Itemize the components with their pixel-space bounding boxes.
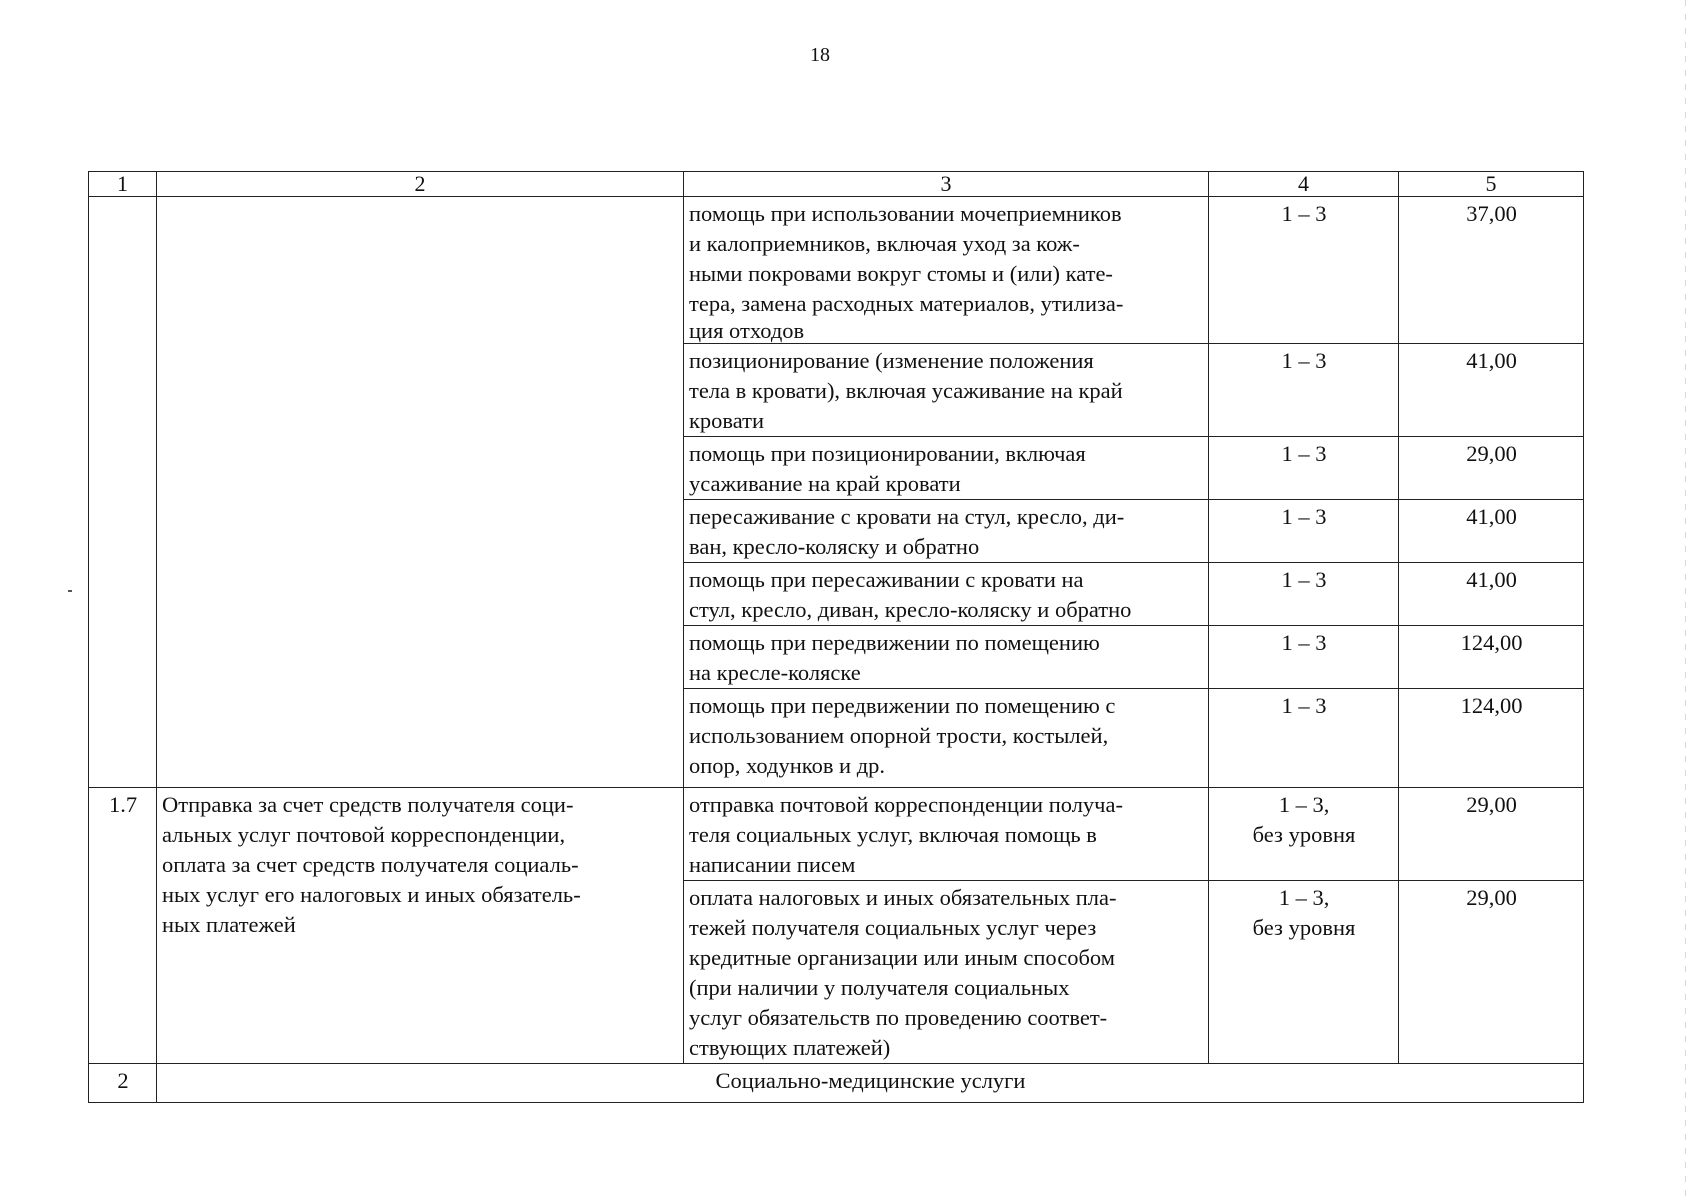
table-row [89,197,1584,344]
service-line: кредитные организации или иным способом [689,945,1115,970]
group-title-line: альных услуг почтовой корреспонденции, [162,822,566,847]
service-line: помощь при передвижении по помещению с [689,693,1116,718]
service-line: помощь при пересаживании с кровати на [689,567,1084,592]
service-line: тера, замена расходных материалов, утилиза- [689,291,1124,316]
service-cell [684,344,1209,437]
service-line: помощь при использовании мочеприемников [689,201,1122,226]
level-line: 1 – 3, [1278,885,1330,910]
group-title-line: ных услуг его налоговых и иных обязатель- [162,882,581,907]
service-line: на кресле-коляске [689,660,861,685]
price-cell: 29,00 [1399,437,1584,500]
level-cell [1209,788,1399,881]
table-row [89,788,1584,881]
price-cell: 41,00 [1399,344,1584,437]
level-cell: 1 – 3 [1209,626,1399,689]
level-cell: 1 – 3 [1209,197,1399,344]
group-title-cell [157,788,684,1064]
level-cell [1209,881,1399,1064]
group-title-line: Отправка за счет средств получателя соци- [162,792,574,817]
level-line: 1 – 3, [1278,792,1330,817]
scan-speck [68,590,72,592]
level-cell: 1 – 3 [1209,437,1399,500]
level-line: без уровня [1252,822,1356,847]
service-line: написании писем [689,852,856,877]
group-number-cell: 1.7 [89,788,157,1064]
level-line: без уровня [1252,915,1356,940]
service-line: отправка почтовой корреспонденции получа- [689,792,1123,817]
service-line: услуг обязательств по проведению соответ- [689,1005,1108,1030]
price-cell: 41,00 [1399,563,1584,626]
price-cell: 124,00 [1399,689,1584,788]
service-line: помощь при передвижении по помещению [689,630,1100,655]
level-cell: 1 – 3 [1209,563,1399,626]
price-cell: 41,00 [1399,500,1584,563]
service-line: пересаживание с кровати на стул, кресло, ди- [689,504,1125,529]
service-line: ными покровами вокруг стомы и (или) кате- [689,261,1113,286]
service-cell [684,197,1209,344]
group-title-line: ных платежей [162,912,296,937]
service-line: позиционирование (изменение положения [689,348,1094,373]
level-cell: 1 – 3 [1209,689,1399,788]
section-title-cell: Социально-медицинские услуги [157,1064,1584,1103]
header-cell-1: 1 [89,172,157,197]
service-line: усаживание на край кровати [689,471,961,496]
header-cell-4: 4 [1209,172,1399,197]
service-line: кровати [689,408,765,433]
service-line: теля социальных услуг, включая помощь в [689,822,1097,847]
service-line: ция отходов [689,318,805,343]
level-cell: 1 – 3 [1209,500,1399,563]
empty-group-cell [157,197,684,788]
header-cell-2: 2 [157,172,684,197]
service-line: и калоприемников, включая уход за кож- [689,231,1080,256]
group-title-line: оплата за счет средств получателя социаль- [162,852,579,877]
service-line: ствующих платежей) [689,1035,891,1060]
service-line: помощь при позиционировании, включая [689,441,1086,466]
empty-number-cell [89,197,157,788]
price-cell: 124,00 [1399,626,1584,689]
service-line: оплата налоговых и иных обязательных пла- [689,885,1117,910]
page-number: 18 [810,44,830,66]
service-cell [684,788,1209,881]
price-cell: 29,00 [1399,788,1584,881]
service-line: ван, кресло-коляску и обратно [689,534,980,559]
price-cell: 37,00 [1399,197,1584,344]
header-cell-5: 5 [1399,172,1584,197]
service-cell [684,500,1209,563]
scan-edge-marks [1685,0,1686,1200]
service-cell [684,689,1209,788]
service-line: (при наличии у получателя социальных [689,975,1070,1000]
level-cell: 1 – 3 [1209,344,1399,437]
service-cell [684,881,1209,1064]
header-cell-3: 3 [684,172,1209,197]
service-line: использованием опорной трости, костылей, [689,723,1109,748]
section-row [89,1064,1584,1103]
service-line: стул, кресло, диван, кресло-коляску и обратно [689,597,1132,622]
service-line: тежей получателя социальных услуг через [689,915,1097,940]
price-cell: 29,00 [1399,881,1584,1064]
service-cell [684,563,1209,626]
service-cell [684,626,1209,689]
section-number-cell: 2 [89,1064,157,1103]
table-header-row [89,172,1584,197]
service-cell [684,437,1209,500]
service-line: опор, ходунков и др. [689,753,886,778]
services-table [88,171,1584,1103]
service-line: тела в кровати), включая усаживание на край [689,378,1123,403]
